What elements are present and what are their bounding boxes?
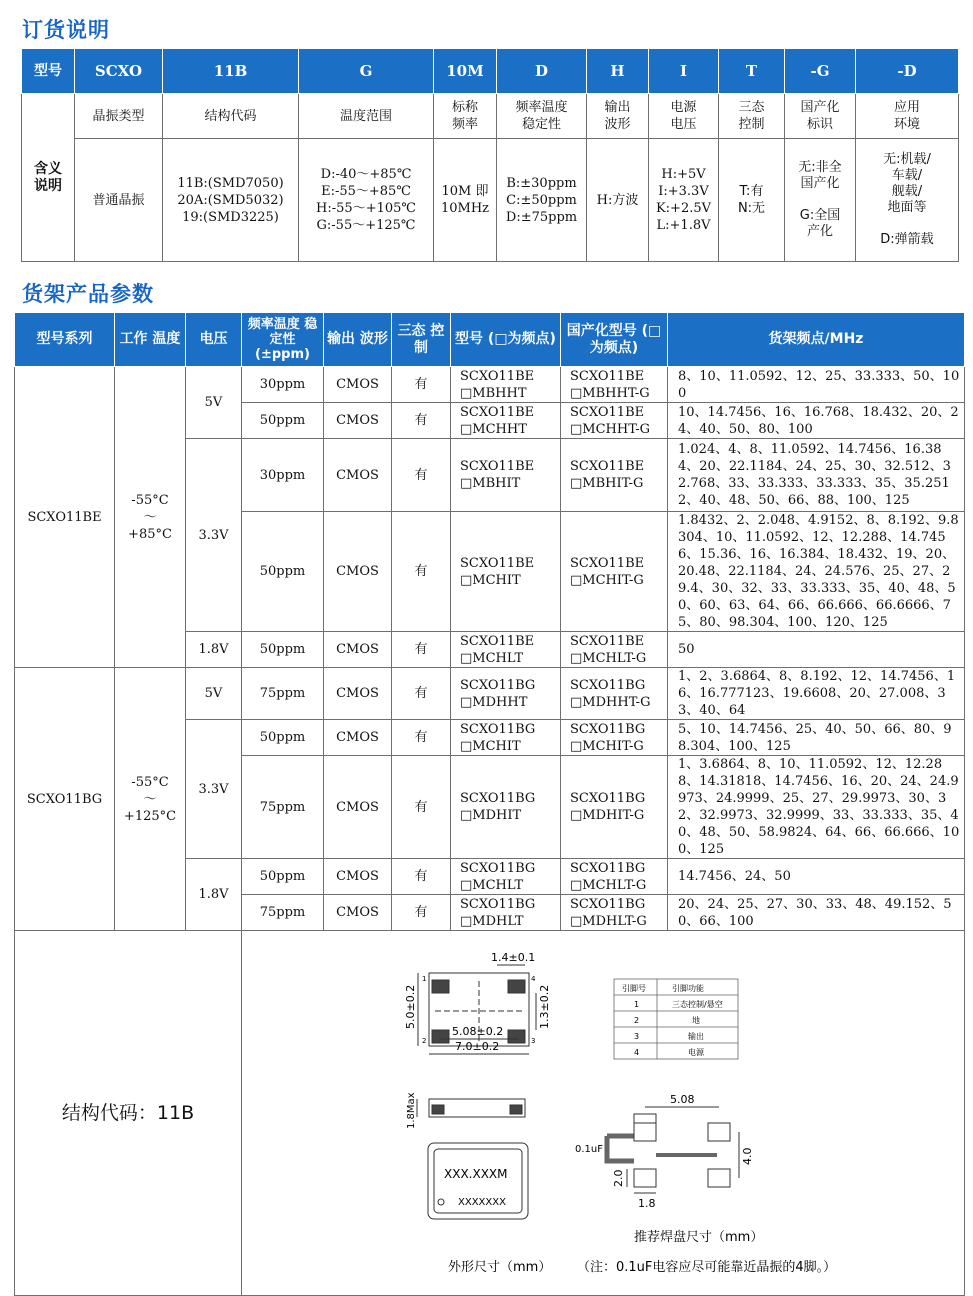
frequency-cell: 10、14.7456、16、16.768、18.432、20、24、40、50、80、100: [668, 403, 965, 439]
field-value: D:-40～+85℃ E:-55～+85℃ H:-55～+105℃ G:-55～+125℃: [299, 139, 434, 262]
stability-cell: 50ppm: [242, 403, 324, 439]
series-cell: SCXO11BE: [15, 367, 115, 668]
dim-70-label: 7.0±0.2: [455, 1040, 500, 1053]
pin-table-header: 引脚功能: [672, 984, 704, 993]
tristate-cell: 有: [392, 512, 451, 632]
model-cell: SCXO11BG □MDHLT: [451, 895, 561, 931]
frequency-cell: 5、10、14.7456、25、40、50、66、80、98.304、100、125: [668, 720, 965, 756]
pad-3: [508, 1030, 525, 1043]
frequency-cell: 1.024、4、8、11.0592、14.7456、16.384、20、22.1184、24、25、30、32.512、32.768、33、33.333、33.333、35、35.2512、40、48、50、66、88、100、125: [668, 439, 965, 512]
marking-line-2: XXXXXXX: [458, 1197, 506, 1208]
voltage-cell: 1.8V: [186, 859, 242, 931]
shelf-header-cell: 频率温度 稳定性 (±ppm): [242, 313, 324, 367]
pin1-dot: [438, 1199, 444, 1205]
pad-layout: [607, 1107, 739, 1193]
frequency-cell: 1、2、3.6864、8、8.192、12、14.7456、16、16.777123、19.6608、20、27.008、33、40、64: [668, 668, 965, 720]
pin-function: 电源: [688, 1048, 704, 1057]
pin-mark: 4: [531, 975, 536, 983]
field-name: 三态 控制: [719, 94, 785, 139]
domestic-model-cell: SCXO11BG □MCHLT-G: [561, 859, 668, 895]
stability-cell: 75ppm: [242, 668, 324, 720]
pin-number: 1: [634, 1000, 640, 1009]
ordering-header-cell: SCXO: [75, 49, 163, 94]
field-name: 应用 环境: [856, 94, 959, 139]
field-name: 结构代码: [163, 94, 299, 139]
table-row: [15, 367, 965, 403]
package-drawing: [242, 931, 962, 1295]
field-value: 无:机载/ 车载/ 舰载/ 地面等 D:弹箭载: [856, 139, 959, 262]
ordering-header-cell: G: [299, 49, 434, 94]
model-cell: SCXO11BE □MBHHT: [451, 367, 561, 403]
stability-cell: 50ppm: [242, 512, 324, 632]
domestic-model-cell: SCXO11BE □MCHLT-G: [561, 632, 668, 668]
pad-1: [432, 980, 449, 993]
pad-508-label: 5.08: [670, 1093, 695, 1106]
pin-number: 4: [634, 1048, 640, 1057]
model-cell: SCXO11BG □MCHIT: [451, 720, 561, 756]
field-value: 无:非全 国产化 G:全国 产化: [785, 139, 856, 262]
ordering-header-cell: T: [719, 49, 785, 94]
waveform-cell: CMOS: [324, 632, 392, 668]
tristate-cell: 有: [392, 756, 451, 859]
ordering-header-cell: 型号: [22, 49, 75, 94]
structure-code-label: 结构代码：11B: [15, 931, 242, 1296]
ordering-header-cell: I: [649, 49, 719, 94]
tristate-cell: 有: [392, 720, 451, 756]
ordering-header-cell: 10M: [434, 49, 497, 94]
ordering-header-cell: -D: [856, 49, 959, 94]
field-value: H:方波: [587, 139, 649, 262]
stability-cell: 75ppm: [242, 895, 324, 931]
pin-function: 地: [692, 1016, 700, 1025]
field-name: 国产化 标识: [785, 94, 856, 139]
pin-number: 2: [634, 1016, 640, 1025]
pad-20-label: 2.0: [612, 1169, 625, 1187]
ordering-header-cell: 11B: [163, 49, 299, 94]
pad-1-layout: [634, 1123, 656, 1141]
ordering-info-title: 订货说明: [22, 18, 110, 42]
field-value: T:有 N:无: [719, 139, 785, 262]
tristate-cell: 有: [392, 367, 451, 403]
pad-caption: 推荐焊盘尺寸（mm）: [634, 1230, 764, 1245]
shelf-header-row: [15, 313, 965, 367]
waveform-cell: CMOS: [324, 895, 392, 931]
field-value: 普通晶振: [75, 139, 163, 262]
cap-trace: [607, 1136, 634, 1161]
shelf-header-cell: 货架频点/MHz: [668, 313, 965, 367]
ordering-values-row: [22, 139, 959, 262]
tristate-cell: 有: [392, 859, 451, 895]
table-row: [15, 668, 965, 720]
voltage-cell: 5V: [186, 367, 242, 439]
pad-2-layout: [634, 1169, 656, 1187]
waveform-cell: CMOS: [324, 403, 392, 439]
model-cell: SCXO11BE □MCHLT: [451, 632, 561, 668]
waveform-cell: CMOS: [324, 756, 392, 859]
field-value: B:±30ppm C:±50ppm D:±75ppm: [497, 139, 587, 262]
dim-508-label: 5.08±0.2: [452, 1025, 504, 1038]
voltage-cell: 5V: [186, 668, 242, 720]
model-cell: SCXO11BE □MBHIT: [451, 439, 561, 512]
field-name: 标称 频率: [434, 94, 497, 139]
pad-4-layout: [708, 1123, 730, 1141]
tristate-cell: 有: [392, 403, 451, 439]
field-value: 11B:(SMD7050) 20A:(SMD5032) 19:(SMD3225): [163, 139, 299, 262]
ordering-names-row: [22, 94, 959, 139]
domestic-model-cell: SCXO11BG □MDHIT-G: [561, 756, 668, 859]
dim-13-label: 1.3±0.2: [538, 984, 551, 1029]
ordering-header-cell: -G: [785, 49, 856, 94]
domestic-model-cell: SCXO11BG □MDHHT-G: [561, 668, 668, 720]
shelf-products-title: 货架产品参数: [22, 282, 154, 306]
waveform-cell: CMOS: [324, 668, 392, 720]
shelf-header-cell: 三态 控制: [392, 313, 451, 367]
ordering-header-cell: H: [587, 49, 649, 94]
tristate-cell: 有: [392, 668, 451, 720]
pad-4: [508, 980, 525, 993]
ordering-header-row: [22, 49, 959, 94]
model-cell: SCXO11BG □MDHHT: [451, 668, 561, 720]
waveform-cell: CMOS: [324, 512, 392, 632]
pad-3-layout: [708, 1169, 730, 1187]
ordering-header-cell: D: [497, 49, 587, 94]
domestic-model-cell: SCXO11BE □MBHIT-G: [561, 439, 668, 512]
temp-cell: -55°C ～ +125°C: [115, 668, 186, 931]
model-cell: SCXO11BG □MCHLT: [451, 859, 561, 895]
model-cell: SCXO11BG □MDHIT: [451, 756, 561, 859]
side-pad-right: [510, 1105, 522, 1114]
cap-label: 0.1uF: [575, 1144, 603, 1155]
pin-function: 三态控制/悬空: [672, 1000, 723, 1009]
frequency-cell: 1、3.6864、8、10、11.0592、12、12.288、14.31818、14.7456、16、20、24、24.9973、24.9999、25、27、29.9973、30、32、32.9973、32.9999、33、33.333、35、40、48、50、58.9824、64、66、66.666、100、125: [668, 756, 965, 859]
dim-18max-label: 1.8Max: [406, 1092, 417, 1129]
shelf-header-cell: 国产化型号 (□为频点): [561, 313, 668, 367]
shelf-header-cell: 工作 温度: [115, 313, 186, 367]
pin-mark: 2: [422, 1037, 427, 1045]
structure-row: [15, 931, 965, 1296]
frequency-cell: 20、24、25、27、30、33、48、49.152、50、66、100: [668, 895, 965, 931]
ordering-table: [21, 48, 959, 262]
pad-40-label: 4.0: [741, 1147, 754, 1165]
field-name: 频率温度 稳定性: [497, 94, 587, 139]
model-cell: SCXO11BE □MCHHT: [451, 403, 561, 439]
shelf-header-cell: 型号系列: [15, 313, 115, 367]
tristate-cell: 有: [392, 439, 451, 512]
domestic-model-cell: SCXO11BE □MCHHT-G: [561, 403, 668, 439]
stability-cell: 75ppm: [242, 756, 324, 859]
frequency-cell: 8、10、11.0592、12、25、33.333、50、100: [668, 367, 965, 403]
marking-line-1: XXX.XXXM: [444, 1167, 508, 1181]
voltage-cell: 3.3V: [186, 720, 242, 859]
dim-50-label: 5.0±0.2: [404, 984, 417, 1029]
field-name: 电源 电压: [649, 94, 719, 139]
meaning-label: 含义 说明: [22, 94, 75, 262]
stability-cell: 50ppm: [242, 859, 324, 895]
waveform-cell: CMOS: [324, 367, 392, 403]
series-cell: SCXO11BG: [15, 668, 115, 931]
field-name: 输出 波形: [587, 94, 649, 139]
stability-cell: 50ppm: [242, 632, 324, 668]
dim-14-label: 1.4±0.1: [491, 951, 536, 964]
pin-mark: 1: [422, 975, 427, 983]
waveform-cell: CMOS: [324, 439, 392, 512]
domestic-model-cell: SCXO11BG □MCHIT-G: [561, 720, 668, 756]
shelf-header-cell: 型号 (□为频点): [451, 313, 561, 367]
waveform-cell: CMOS: [324, 720, 392, 756]
voltage-cell: 1.8V: [186, 632, 242, 668]
pin-mark: 3: [531, 1037, 536, 1045]
frequency-cell: 14.7456、24、50: [668, 859, 965, 895]
pad-note: （注：0.1uF电容应尽可能靠近晶振的4脚。）: [577, 1260, 837, 1275]
field-value: 10M 即 10MHz: [434, 139, 497, 262]
domestic-model-cell: SCXO11BE □MCHIT-G: [561, 512, 668, 632]
shelf-products-table: [14, 312, 965, 1296]
frequency-cell: 50: [668, 632, 965, 668]
field-value: H:+5V I:+3.3V K:+2.5V L:+1.8V: [649, 139, 719, 262]
voltage-cell: 3.3V: [186, 439, 242, 632]
field-name: 晶振类型: [75, 94, 163, 139]
pin-number: 3: [634, 1032, 640, 1041]
pad-18-label: 1.8: [638, 1197, 656, 1210]
shelf-header-cell: 输出 波形: [324, 313, 392, 367]
side-view: [417, 1099, 525, 1117]
domestic-model-cell: SCXO11BE □MBHHT-G: [561, 367, 668, 403]
waveform-cell: CMOS: [324, 859, 392, 895]
model-cell: SCXO11BE □MCHIT: [451, 512, 561, 632]
stability-cell: 50ppm: [242, 720, 324, 756]
stability-cell: 30ppm: [242, 367, 324, 403]
frequency-cell: 1.8432、2、2.048、4.9152、8、8.192、9.8304、10、11.0592、12、12.288、14.7456、15.36、16、16.384、18.432、19、20、20.48、22.1184、24、24.576、25、27、29.4、30、32、33、33.333、35、40、48、50、60、63、64、66、66.666、66.6666、75、80、98.304、100、120、125: [668, 512, 965, 632]
tristate-cell: 有: [392, 895, 451, 931]
stability-cell: 30ppm: [242, 439, 324, 512]
outline-caption: 外形尺寸（mm）: [448, 1260, 552, 1275]
pad-2: [432, 1030, 449, 1043]
tristate-cell: 有: [392, 632, 451, 668]
pin-table-header: 引脚号: [622, 984, 646, 993]
temp-cell: -55°C ～ +85°C: [115, 367, 186, 668]
structure-drawing-cell: [242, 931, 965, 1296]
shelf-header-cell: 电压: [186, 313, 242, 367]
field-name: 温度范围: [299, 94, 434, 139]
side-pad-left: [432, 1105, 444, 1114]
pin-function: 输出: [688, 1032, 704, 1041]
domestic-model-cell: SCXO11BG □MDHLT-G: [561, 895, 668, 931]
